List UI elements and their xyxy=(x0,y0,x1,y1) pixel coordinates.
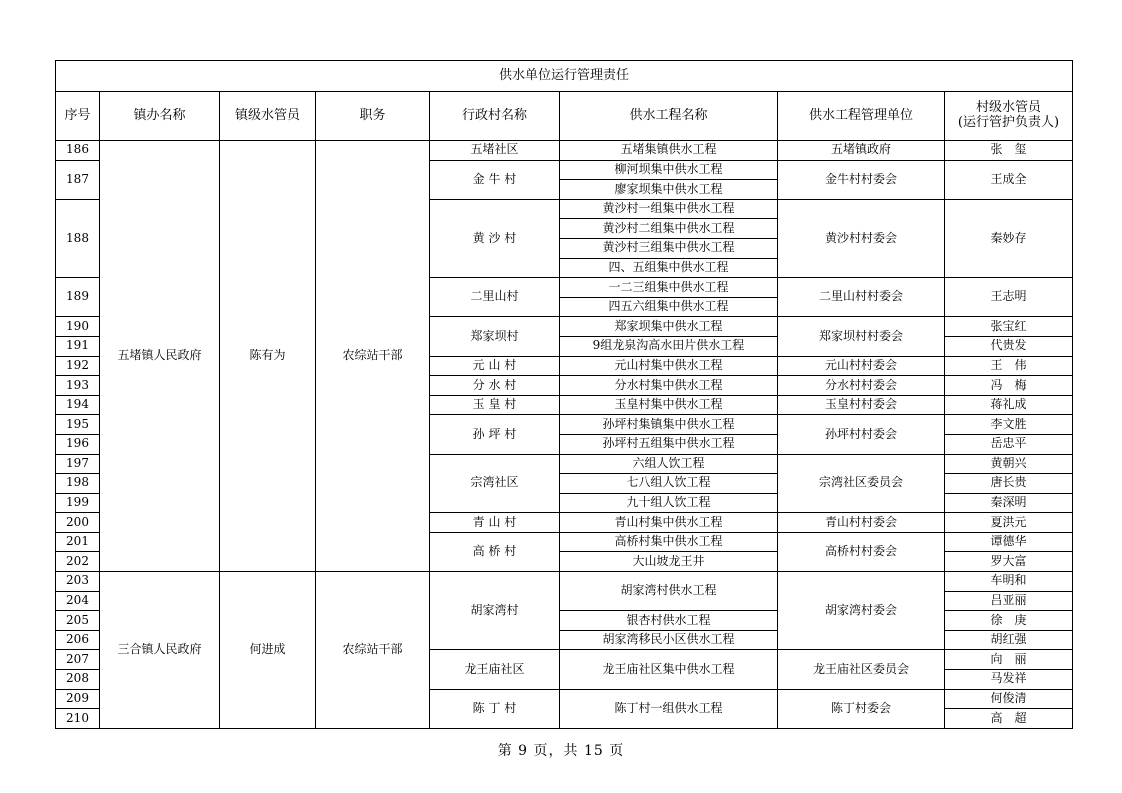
village-manager-cell: 唐长贵 xyxy=(945,474,1073,494)
village-cell: 胡家湾村 xyxy=(430,572,560,650)
project-cell: 胡家湾移民小区供水工程 xyxy=(560,630,778,650)
village-manager-cell: 胡红强 xyxy=(945,630,1073,650)
village-cell: 分 水 村 xyxy=(430,376,560,396)
project-cell: 七八组人饮工程 xyxy=(560,474,778,494)
village-manager-cell: 何俊清 xyxy=(945,689,1073,709)
village-manager-cell: 夏洪元 xyxy=(945,513,1073,533)
management-unit-cell: 元山村村委会 xyxy=(778,356,945,376)
page-number: 第 9 页，共 15 页 xyxy=(497,743,625,759)
management-unit-cell: 二里山村村委会 xyxy=(778,278,945,317)
management-unit-cell: 五堵镇政府 xyxy=(778,141,945,161)
village-cell: 金 牛 村 xyxy=(430,160,560,199)
village-manager-cell: 王 伟 xyxy=(945,356,1073,376)
table-row xyxy=(56,572,1073,592)
village-manager-cell: 王志明 xyxy=(945,278,1073,317)
village-cell: 青 山 村 xyxy=(430,513,560,533)
project-cell: 黄沙村三组集中供水工程 xyxy=(560,238,778,258)
management-unit-cell: 龙王庙社区委员会 xyxy=(778,650,945,689)
responsibility-table-container xyxy=(55,60,1072,725)
village-cell: 五堵社区 xyxy=(430,141,560,161)
village-manager-cell: 王成全 xyxy=(945,160,1073,199)
project-cell: 孙坪村五组集中供水工程 xyxy=(560,434,778,454)
management-unit-cell: 孙坪村村委会 xyxy=(778,415,945,454)
table-title: 供水单位运行管理责任 xyxy=(56,61,1073,92)
village-manager-cell: 罗大富 xyxy=(945,552,1073,572)
seq-cell: 203 xyxy=(56,572,100,592)
seq-cell: 195 xyxy=(56,415,100,435)
project-cell: 龙王庙社区集中供水工程 xyxy=(560,650,778,689)
management-unit-cell: 分水村村委会 xyxy=(778,376,945,396)
village-cell: 龙王庙社区 xyxy=(430,650,560,689)
village-manager-cell: 高 超 xyxy=(945,709,1073,729)
project-cell: 孙坪村集镇集中供水工程 xyxy=(560,415,778,435)
village-manager-cell: 张 玺 xyxy=(945,141,1073,161)
town-cell: 三合镇人民政府 xyxy=(100,572,220,729)
project-cell: 六组人饮工程 xyxy=(560,454,778,474)
seq-cell: 186 xyxy=(56,141,100,161)
town-official-cell: 何进成 xyxy=(220,572,316,729)
seq-cell: 204 xyxy=(56,591,100,611)
project-cell: 四五六组集中供水工程 xyxy=(560,297,778,317)
village-cell: 黄 沙 村 xyxy=(430,199,560,277)
management-unit-cell: 高桥村村委会 xyxy=(778,532,945,571)
project-cell: 四、五组集中供水工程 xyxy=(560,258,778,278)
seq-cell: 194 xyxy=(56,395,100,415)
town-official-cell: 陈有为 xyxy=(220,141,316,572)
project-cell: 柳河坝集中供水工程 xyxy=(560,160,778,180)
project-cell: 一二三组集中供水工程 xyxy=(560,278,778,298)
village-manager-cell: 蒋礼成 xyxy=(945,395,1073,415)
village-manager-cell: 马发祥 xyxy=(945,670,1073,690)
village-manager-cell: 徐 庚 xyxy=(945,611,1073,631)
seq-cell: 196 xyxy=(56,434,100,454)
village-manager-cell: 谭德华 xyxy=(945,532,1073,552)
management-unit-cell: 郑家坝村村委会 xyxy=(778,317,945,356)
project-cell: 黄沙村二组集中供水工程 xyxy=(560,219,778,239)
project-cell: 高桥村集中供水工程 xyxy=(560,532,778,552)
village-cell: 宗湾社区 xyxy=(430,454,560,513)
column-header: 职务 xyxy=(316,92,430,141)
village-manager-cell: 车明和 xyxy=(945,572,1073,592)
project-cell: 郑家坝集中供水工程 xyxy=(560,317,778,337)
management-unit-cell: 青山村村委会 xyxy=(778,513,945,533)
management-unit-cell: 宗湾社区委员会 xyxy=(778,454,945,513)
project-cell: 胡家湾村供水工程 xyxy=(560,572,778,611)
village-manager-cell: 黄朝兴 xyxy=(945,454,1073,474)
column-header: 供水工程名称 xyxy=(560,92,778,141)
village-manager-cell: 秦深明 xyxy=(945,493,1073,513)
management-unit-cell: 黄沙村村委会 xyxy=(778,199,945,277)
project-cell: 黄沙村一组集中供水工程 xyxy=(560,199,778,219)
seq-cell: 191 xyxy=(56,336,100,356)
seq-cell: 193 xyxy=(56,376,100,396)
position-cell: 农综站干部 xyxy=(316,572,430,729)
village-manager-cell: 李文胜 xyxy=(945,415,1073,435)
seq-cell: 207 xyxy=(56,650,100,670)
seq-cell: 200 xyxy=(56,513,100,533)
seq-cell: 209 xyxy=(56,689,100,709)
seq-cell: 202 xyxy=(56,552,100,572)
seq-cell: 205 xyxy=(56,611,100,631)
project-cell: 9组龙泉沟高水田片供水工程 xyxy=(560,336,778,356)
village-manager-cell: 代贵发 xyxy=(945,336,1073,356)
project-cell: 玉皇村集中供水工程 xyxy=(560,395,778,415)
village-cell: 二里山村 xyxy=(430,278,560,317)
management-unit-cell: 胡家湾村委会 xyxy=(778,572,945,650)
village-cell: 孙 坪 村 xyxy=(430,415,560,454)
project-cell: 青山村集中供水工程 xyxy=(560,513,778,533)
seq-cell: 210 xyxy=(56,709,100,729)
project-cell: 廖家坝集中供水工程 xyxy=(560,180,778,200)
seq-cell: 189 xyxy=(56,278,100,317)
seq-cell: 188 xyxy=(56,199,100,277)
column-header: 行政村名称 xyxy=(430,92,560,141)
village-manager-cell: 张宝红 xyxy=(945,317,1073,337)
project-cell: 银杏村供水工程 xyxy=(560,611,778,631)
project-cell: 九十组人饮工程 xyxy=(560,493,778,513)
village-cell: 郑家坝村 xyxy=(430,317,560,356)
village-cell: 高 桥 村 xyxy=(430,532,560,571)
project-cell: 元山村集中供水工程 xyxy=(560,356,778,376)
village-cell: 玉 皇 村 xyxy=(430,395,560,415)
village-cell: 元 山 村 xyxy=(430,356,560,376)
column-header: 镇办名称 xyxy=(100,92,220,141)
village-manager-cell: 冯 梅 xyxy=(945,376,1073,396)
seq-cell: 208 xyxy=(56,670,100,690)
seq-cell: 206 xyxy=(56,630,100,650)
project-cell: 陈丁村一组供水工程 xyxy=(560,689,778,728)
village-manager-cell: 吕亚丽 xyxy=(945,591,1073,611)
column-header: 序号 xyxy=(56,92,100,141)
village-manager-cell: 向 丽 xyxy=(945,650,1073,670)
seq-cell: 197 xyxy=(56,454,100,474)
project-cell: 大山坡龙王井 xyxy=(560,552,778,572)
management-unit-cell: 陈丁村委会 xyxy=(778,689,945,728)
responsibility-table xyxy=(55,60,1073,729)
header-row xyxy=(56,92,1073,141)
village-cell: 陈 丁 村 xyxy=(430,689,560,728)
seq-cell: 201 xyxy=(56,532,100,552)
project-cell: 分水村集中供水工程 xyxy=(560,376,778,396)
seq-cell: 192 xyxy=(56,356,100,376)
project-cell: 五堵集镇供水工程 xyxy=(560,141,778,161)
position-cell: 农综站干部 xyxy=(316,141,430,572)
village-manager-cell: 岳忠平 xyxy=(945,434,1073,454)
seq-cell: 199 xyxy=(56,493,100,513)
management-unit-cell: 金牛村村委会 xyxy=(778,160,945,199)
table-row xyxy=(56,141,1073,161)
village-manager-cell: 秦妙存 xyxy=(945,199,1073,277)
management-unit-cell: 玉皇村村委会 xyxy=(778,395,945,415)
column-header: 供水工程管理单位 xyxy=(778,92,945,141)
column-header: 镇级水管员 xyxy=(220,92,316,141)
town-cell: 五堵镇人民政府 xyxy=(100,141,220,572)
seq-cell: 190 xyxy=(56,317,100,337)
seq-cell: 187 xyxy=(56,160,100,199)
column-header: 村级水管员 (运行管护负责人) xyxy=(945,92,1073,141)
seq-cell: 198 xyxy=(56,474,100,494)
